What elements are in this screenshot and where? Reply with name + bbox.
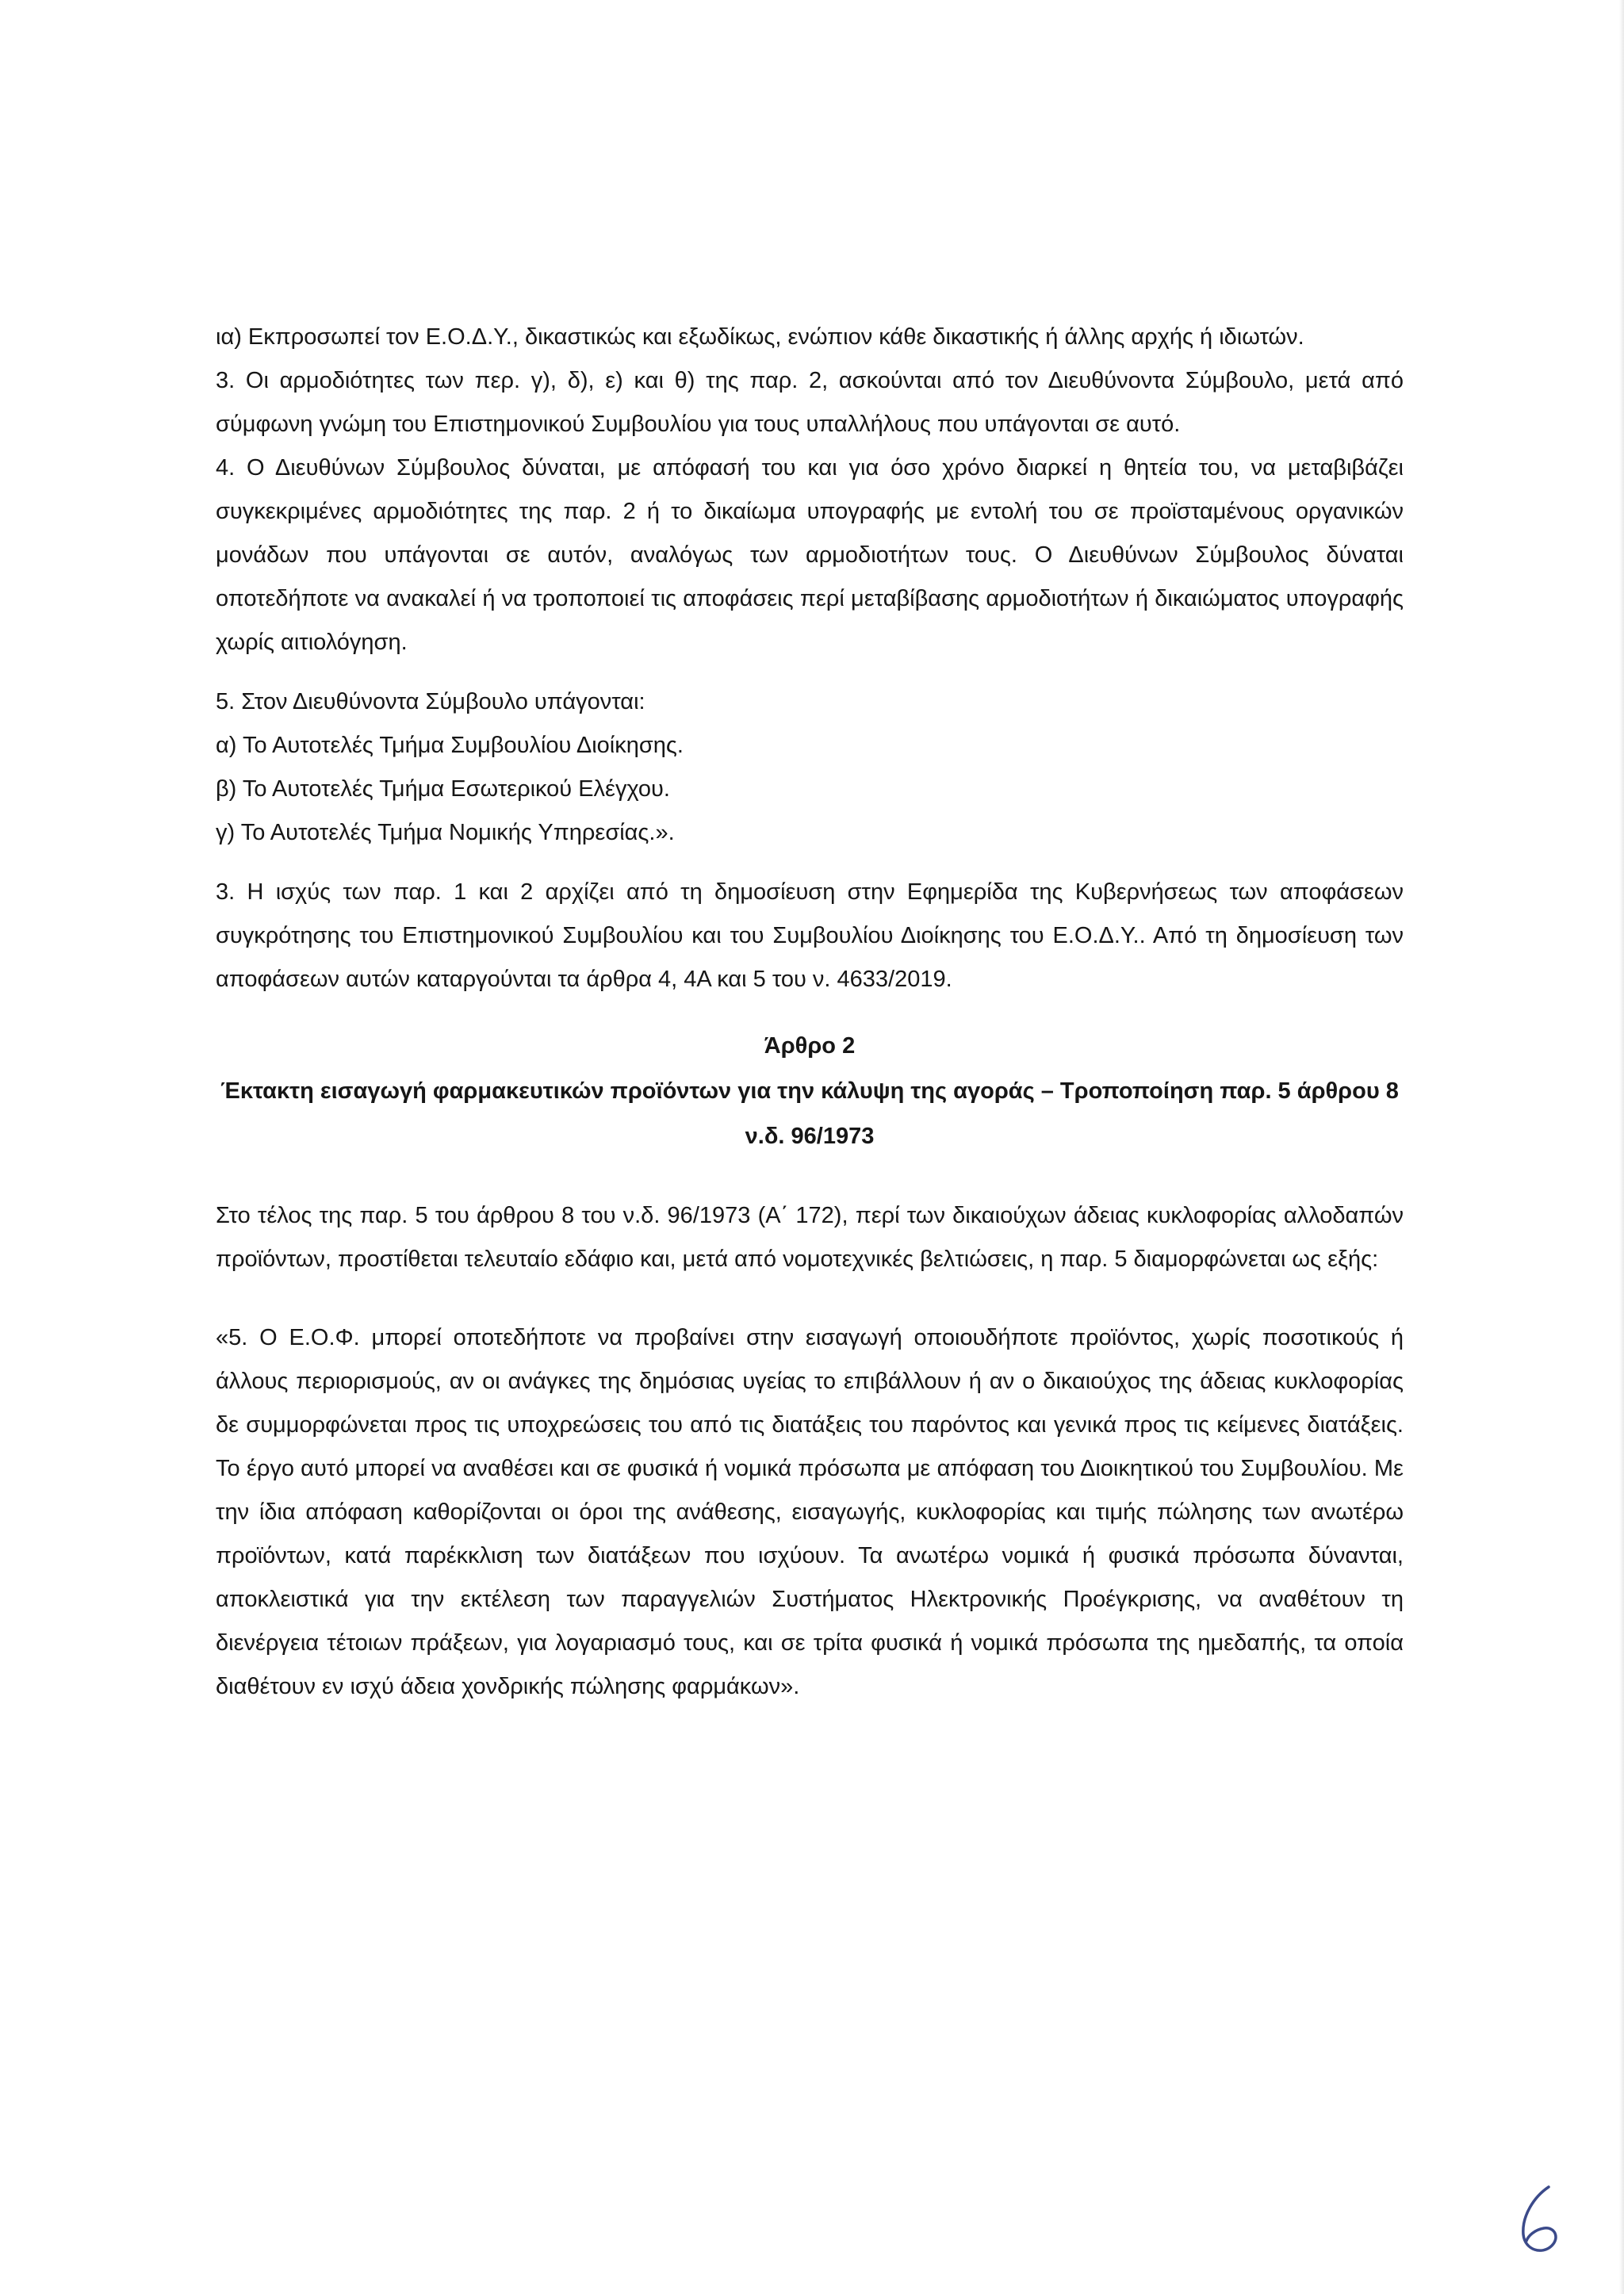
paragraph-3-competences: 3. Οι αρμοδιότητες των περ. γ), δ), ε) και θ) της παρ. 2, ασκούνται από τον Διευθύνοντα Σύμβουλο, μετά από σύμφωνη γνώμη του Επιστημονικού Συμβουλίου για τους υπαλλήλους που υπάγονται σε αυτό. [216,368,1404,437]
article-heading [216,1024,1404,1159]
paragraph-3-effect [216,871,1404,1001]
section-top [216,316,1404,664]
handwritten-six-icon [1511,2182,1574,2261]
list-item: γ) Το Αυτοτελές Τμήμα Νομικής Υπηρεσίας.». [216,820,675,845]
page-edge [1619,0,1624,2294]
document-body [216,316,1404,1709]
list-item: α) Το Αυτοτελές Τμήμα Συμβουλίου Διοίκησης. [216,733,684,758]
paragraph-4-delegation: 4. Ο Διευθύνων Σύμβουλος δύναται, με απόφασή του και για όσο χρόνο διαρκεί η θητεία του, να μεταβιβάζει συγκεκριμένες αρμοδιότητες της παρ. 2 ή το δικαίωμα υπογραφής με εντολή του σε προϊσταμένους οργανικών μονάδων που υπάγονται σε αυτόν, αναλόγως των αρμοδιοτήτων τους. Ο Διευθύνων Σύμβουλος δύναται οποτεδήποτε να ανακαλεί ή να τροποποιεί τις αποφάσεις περί μεταβίβασης αρμοδιοτήτων ή δικαιώματος υπογραφής χωρίς αιτιολόγηση. [216,455,1404,655]
handwritten-page-number [1511,2182,1574,2261]
list-intro: 5. Στον Διευθύνοντα Σύμβουλο υπάγονται: [216,689,645,714]
reporting-list [216,680,1404,855]
article-quote [216,1316,1404,1709]
article-intro-text: Στο τέλος της παρ. 5 του άρθρου 8 του ν.δ. 96/1973 (Α΄ 172), περί των δικαιούχων άδειας κυκλοφορίας αλλοδαπών προϊόντων, προστίθεται τελευταίο εδάφιο και, μετά από νομοτεχνικές βελτιώσεις, η παρ. 5 διαμορφώνεται ως εξής: [216,1203,1404,1272]
paragraph-3-text: 3. Η ισχύς των παρ. 1 και 2 αρχίζει από τη δημοσίευση στην Εφημερίδα της Κυβερνήσεως των αποφάσεων συγκρότησης του Επιστημονικού Συμβουλίου και του Συμβουλίου Διοίκησης του Ε.Ο.Δ.Υ.. Από τη δημοσίευση των αποφάσεων αυτών καταργούνται τα άρθρα 4, 4Α και 5 του ν. 4633/2019. [216,879,1404,992]
article-quote-text: «5. Ο Ε.Ο.Φ. μπορεί οποτεδήποτε να προβαίνει στην εισαγωγή οποιουδήποτε προϊόντος, χωρίς ποσοτικούς ή άλλους περιορισμούς, αν οι ανάγκες της δημόσιας υγείας το επιβάλλουν ή αν ο δικαιούχος της άδειας κυκλοφορίας δε συμμορφώνεται προς τις υποχρεώσεις του από τις διατάξεις του παρόντος και γενικά προς τις κείμενες διατάξεις. Το έργο αυτό μπορεί να αναθέσει και σε φυσικά ή νομικά πρόσωπα με απόφαση του Διοικητικού του Συμβουλίου. Με την ίδια απόφαση καθορίζονται οι όροι της ανάθεσης, εισαγωγής, κυκλοφορίας και τιμής πώλησης των ανωτέρω προϊόντων, κατά παρέκκλιση των διατάξεων που ισχύουν. Τα ανωτέρω νομικά ή φυσικά πρόσωπα δύνανται, αποκλειστικά για την εκτέλεση των παραγγελιών Συστήματος Ηλεκτρονικής Προέγκρισης, να αναθέτουν τη διενέργεια τέτοιων πράξεων, για λογαριασμό τους, και σε τρίτα φυσικά ή νομικά πρόσωπα της ημεδαπής, τα οποία διαθέτουν εν ισχύ άδεια χονδρικής πώλησης φαρμάκων». [216,1325,1404,1699]
article-title: Έκτακτη εισαγωγή φαρμακευτικών προϊόντων για την κάλυψη της αγοράς – Τροποποίηση παρ. 5 άρθρου 8 ν.δ. 96/1973 [220,1078,1399,1149]
paragraph-ia: ια) Εκπροσωπεί τον Ε.Ο.Δ.Υ., δικαστικώς και εξωδίκως, ενώπιον κάθε δικαστικής ή άλλης αρχής ή ιδιωτών. [216,324,1304,350]
article-intro [216,1194,1404,1281]
article-number: Άρθρο 2 [764,1033,856,1059]
list-item: β) Το Αυτοτελές Τμήμα Εσωτερικού Ελέγχου. [216,776,670,802]
